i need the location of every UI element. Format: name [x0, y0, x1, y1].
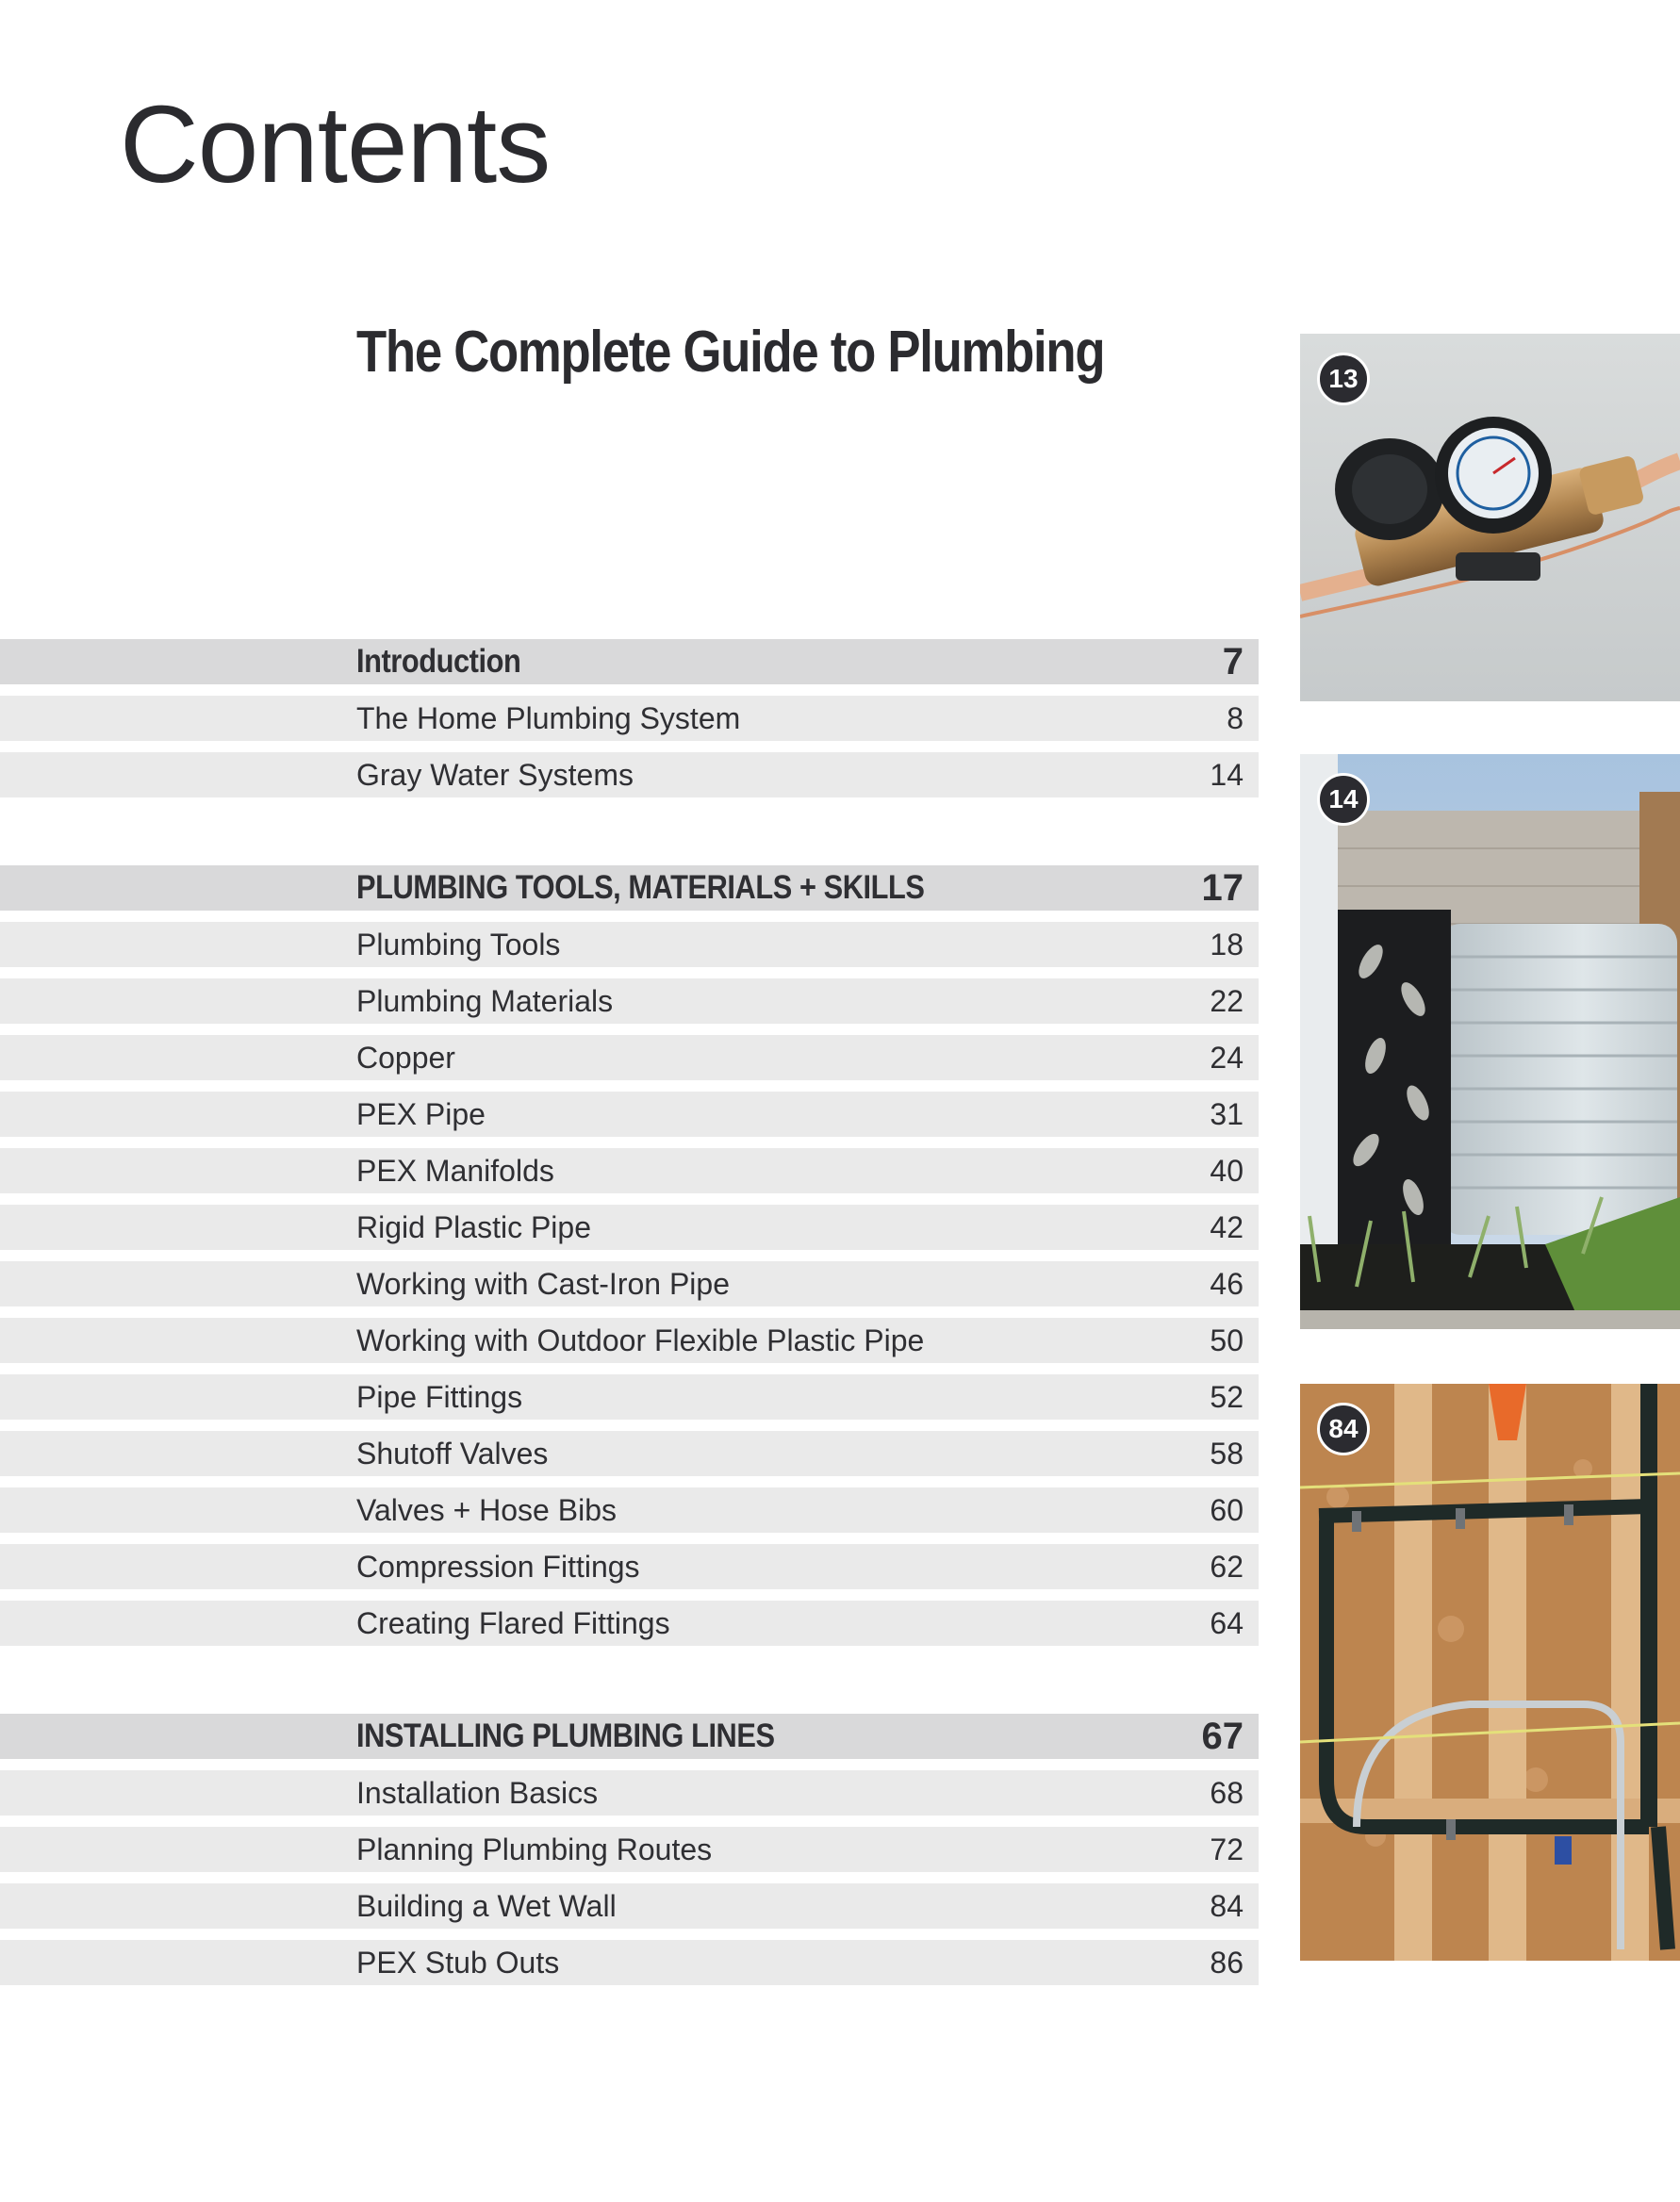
toc-entry[interactable]	[0, 1148, 1259, 1193]
toc-entry-page: 72	[1210, 1832, 1244, 1866]
toc-entry[interactable]	[0, 752, 1259, 797]
rainwater-tank-image	[1300, 754, 1680, 1329]
toc-entry-label: Planning Plumbing Routes	[356, 1832, 713, 1866]
toc-entry-page: 31	[1210, 1097, 1244, 1131]
toc-entry-label: Plumbing Tools	[356, 928, 561, 961]
toc-entry-page: 68	[1210, 1776, 1244, 1810]
toc-entry-label: Rigid Plastic Pipe	[356, 1210, 591, 1244]
toc-entry-page: 18	[1210, 928, 1244, 961]
toc-entry[interactable]	[0, 1827, 1259, 1872]
toc-entry-page: 52	[1210, 1380, 1244, 1414]
rainwater-tank-photo	[1300, 754, 1680, 1329]
toc-entry-label: The Home Plumbing System	[356, 701, 741, 735]
toc-entry[interactable]	[0, 1601, 1259, 1646]
toc-section-page: 17	[1201, 867, 1244, 909]
toc-entry[interactable]	[0, 1092, 1259, 1137]
toc-section-title: PLUMBING TOOLS, MATERIALS + SKILLS	[356, 869, 925, 906]
toc-entry[interactable]	[0, 1261, 1259, 1306]
toc-entry[interactable]	[0, 1544, 1259, 1589]
toc-entry-page: 60	[1210, 1493, 1244, 1527]
toc-entry-label: Compression Fittings	[356, 1550, 640, 1584]
toc-entry-label: Shutoff Valves	[356, 1437, 549, 1471]
toc-entry-label: Pipe Fittings	[356, 1380, 523, 1414]
toc-entry[interactable]	[0, 1035, 1259, 1080]
toc-entry[interactable]	[0, 1883, 1259, 1929]
toc-entry-label: Copper	[356, 1041, 455, 1075]
toc-entry-page: 84	[1210, 1889, 1244, 1923]
toc-section-page: 67	[1201, 1716, 1244, 1757]
toc-section-installing-lines[interactable]	[0, 1714, 1259, 1759]
toc-entry-page: 42	[1210, 1210, 1244, 1244]
toc-entry-label: Plumbing Materials	[356, 984, 614, 1018]
wet-wall-framing-photo	[1300, 1384, 1680, 1961]
toc-entry-label: Valves + Hose Bibs	[356, 1493, 617, 1527]
toc-entry-page: 40	[1210, 1154, 1244, 1188]
toc-entry[interactable]	[0, 1205, 1259, 1250]
water-meter-photo	[1300, 334, 1680, 701]
toc-entry-label: PEX Stub Outs	[356, 1946, 560, 1980]
toc-section-introduction[interactable]	[0, 639, 1259, 684]
page-badge: 84	[1317, 1403, 1370, 1455]
toc-entry-page: 50	[1210, 1323, 1244, 1357]
toc-entry-page: 22	[1210, 984, 1244, 1018]
toc-entry[interactable]	[0, 1940, 1259, 1985]
toc-entry-page: 86	[1210, 1946, 1244, 1980]
toc-entry-label: Installation Basics	[356, 1776, 599, 1810]
toc-entry-page: 8	[1227, 701, 1244, 735]
toc-entry-label: Working with Cast-Iron Pipe	[356, 1267, 730, 1301]
toc-entry-label: PEX Manifolds	[356, 1154, 554, 1188]
page-badge: 14	[1317, 773, 1370, 826]
toc-entry-page: 46	[1210, 1267, 1244, 1301]
toc-entry-page: 64	[1210, 1606, 1244, 1640]
page-title: Contents	[120, 83, 551, 205]
toc-entry[interactable]	[0, 978, 1259, 1024]
toc-entry[interactable]	[0, 1431, 1259, 1476]
toc-entry-label: PEX Pipe	[356, 1097, 486, 1131]
toc-section-title: Introduction	[356, 643, 521, 680]
toc-entry-label: Creating Flared Fittings	[356, 1606, 670, 1640]
toc-entry-page: 62	[1210, 1550, 1244, 1584]
toc-entry[interactable]	[0, 922, 1259, 967]
toc-entry[interactable]	[0, 1318, 1259, 1363]
page-badge: 13	[1317, 353, 1370, 405]
toc-section-page: 7	[1222, 641, 1244, 682]
book-title: The Complete Guide to Plumbing	[356, 320, 1105, 385]
toc-entry[interactable]	[0, 1487, 1259, 1533]
toc-entry-page: 24	[1210, 1041, 1244, 1075]
toc-section-plumbing-tools[interactable]	[0, 865, 1259, 911]
toc-entry[interactable]	[0, 696, 1259, 741]
toc-entry[interactable]	[0, 1374, 1259, 1420]
toc-entry-page: 58	[1210, 1437, 1244, 1471]
toc-entry-label: Building a Wet Wall	[356, 1889, 617, 1923]
toc-entry-label: Gray Water Systems	[356, 758, 634, 792]
toc-entry[interactable]	[0, 1770, 1259, 1816]
wet-wall-framing-image	[1300, 1384, 1680, 1961]
toc-entry-page: 14	[1210, 758, 1244, 792]
toc-entry-label: Working with Outdoor Flexible Plastic Pipe	[356, 1323, 925, 1357]
toc-section-title: INSTALLING PLUMBING LINES	[356, 1717, 775, 1754]
